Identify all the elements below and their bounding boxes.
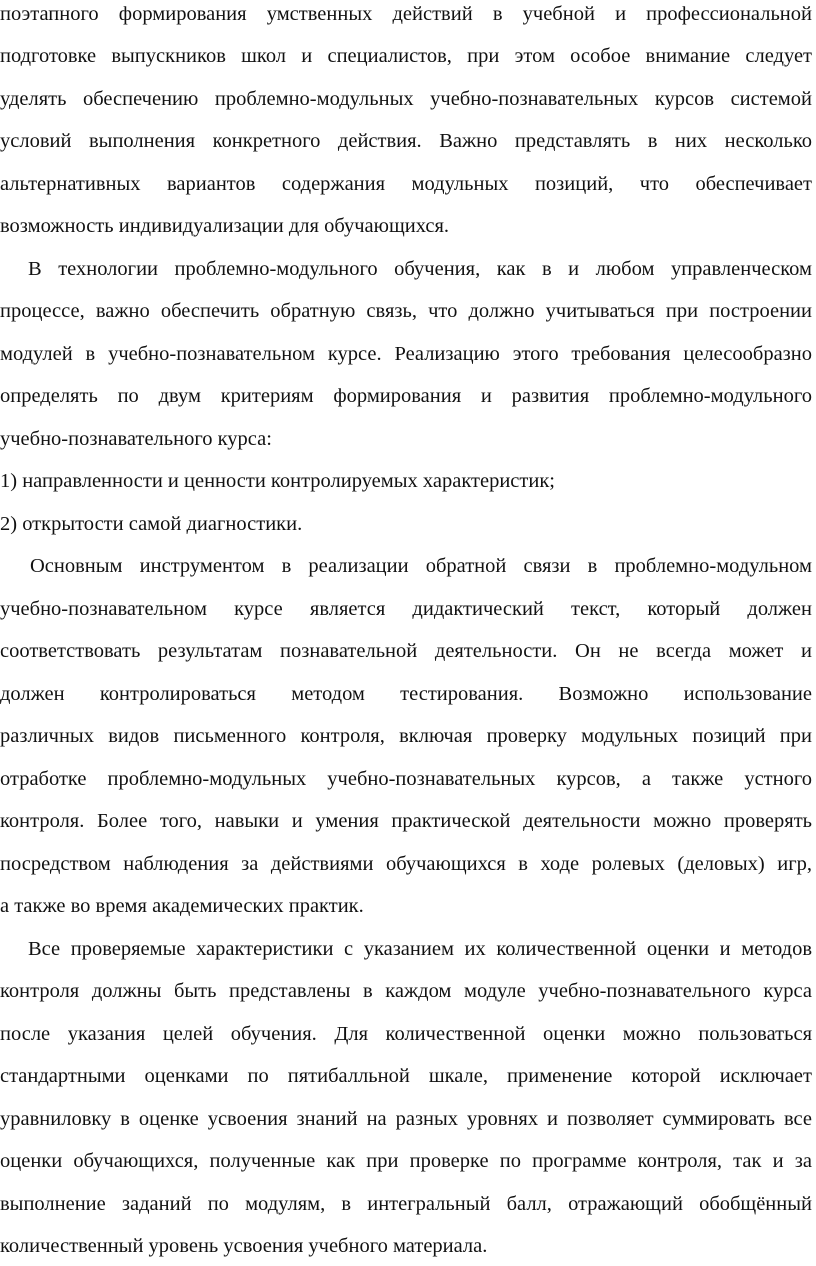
text-line: отработке проблемно-модульных учебно-познавательных курсов, а также устного [0,768,812,790]
paragraph-first-line: Все проверяемые характеристики с указанием их количественной оценки и методов [28,938,812,960]
text-line: оценки обучающихся, полученные как при проверке по программе контроля, так и за [0,1150,812,1172]
text-line: уделять обеспечению проблемно-модульных учебно-познавательных курсов системой [0,88,812,110]
list-item: 1) направленности и ценности контролируемых характеристик; [0,470,555,492]
text-line: стандартными оценками по пятибалльной шкале, применение которой исключает [0,1065,812,1087]
text-line: контроля должны быть представлены в каждом модуле учебно-познавательного курса [0,980,812,1002]
text-line: различных видов письменного контроля, включая проверку модульных позиций при [0,725,812,747]
text-line: условий выполнения конкретного действия. Важно представлять в них несколько [0,130,812,152]
text-line: должен контролироваться методом тестирования. Возможно использование [0,683,812,705]
text-line: выполнение заданий по модулям, в интегральный балл, отражающий обобщённый [0,1193,812,1215]
text-line: учебно-познавательном курсе является дидактический текст, который должен [0,598,812,620]
text-line: модулей в учебно-познавательном курсе. Реализацию этого требования целесообразно [0,343,812,365]
text-line: соответствовать результатам познавательной деятельности. Он не всегда может и [0,640,812,662]
text-line: подготовке выпускников школ и специалистов, при этом особое внимание следует [0,45,812,67]
text-line: определять по двум критериям формирования и развития проблемно-модульного [0,385,812,407]
text-line: контроля. Более того, навыки и умения практической деятельности можно проверять [0,810,812,832]
text-line: уравниловку в оценке усвоения знаний на разных уровнях и позволяет суммировать все [0,1108,812,1130]
list-item: 2) открытости самой диагностики. [0,513,303,535]
text-line: альтернативных вариантов содержания модульных позиций, что обеспечивает [0,173,812,195]
text-line: количественный уровень усвоения учебного материала. [0,1235,488,1257]
paragraph-first-line: В технологии проблемно-модульного обучения, как в и любом управленческом [28,258,812,280]
text-line: посредством наблюдения за действиями обучающихся в ходе ролевых (деловых) игр, [0,853,812,875]
text-line: возможность индивидуализации для обучающихся. [0,215,450,237]
text-line: учебно-познавательного курса: [0,428,272,450]
paragraph-first-line: Основным инструментом в реализации обратной связи в проблемно-модульном [30,555,812,577]
text-line: после указания целей обучения. Для количественной оценки можно пользоваться [0,1023,812,1045]
text-line: поэтапного формирования умственных действий в учебной и профессиональной [0,3,812,25]
text-line: а также во время академических практик. [0,895,364,917]
text-line: процессе, важно обеспечить обратную связь, что должно учитываться при построении [0,300,812,322]
